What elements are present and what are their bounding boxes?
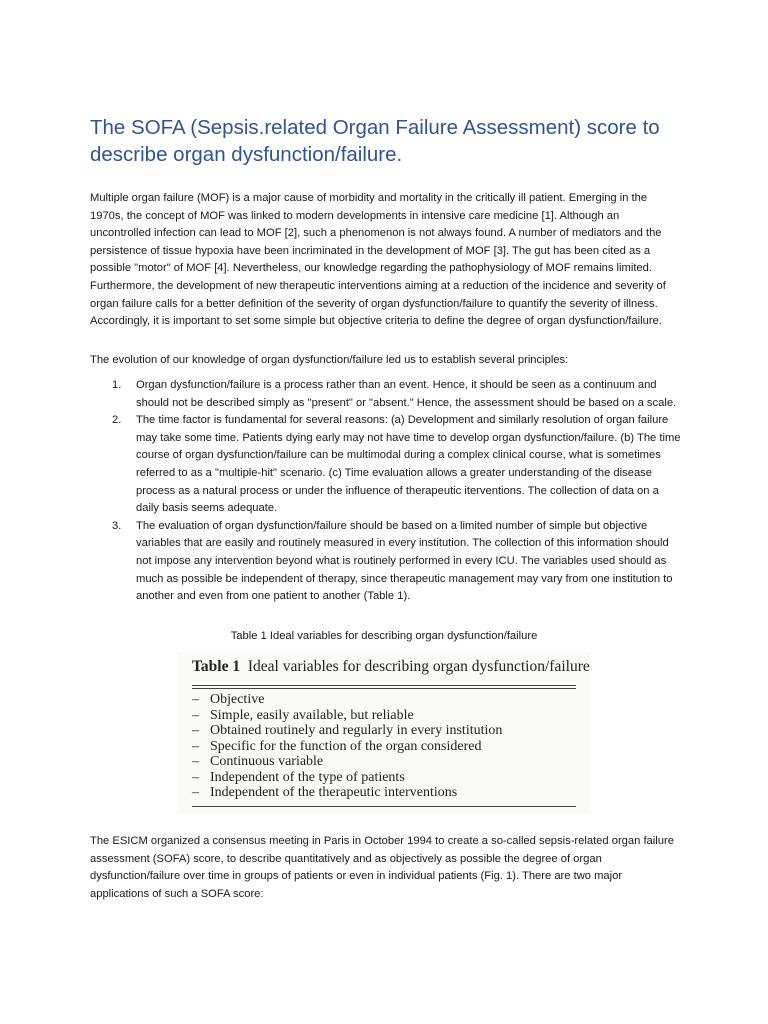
- table-item: [192, 692, 502, 708]
- table-item-text: Independent of the type of patients: [210, 769, 405, 785]
- scanned-table-heading: Ideal variables for describing organ dysfunction/failure: [247, 658, 590, 675]
- table-item-text: Objective: [210, 692, 265, 707]
- table-top-rule-double: [192, 688, 576, 689]
- dash-marker: –: [192, 707, 199, 723]
- table-item-text: Specific for the function of the organ considered: [210, 738, 482, 754]
- scanned-table-list: [192, 692, 502, 801]
- table-bottom-rule: [192, 806, 576, 807]
- table-item: [192, 723, 502, 739]
- dash-marker: –: [192, 785, 199, 800]
- principle-item: [90, 377, 682, 412]
- table-item: [192, 739, 502, 755]
- table-item-text: Independent of the therapeutic interventions: [210, 785, 458, 800]
- principle-item: [90, 412, 682, 518]
- table-item-text: Simple, easily available, but reliable: [210, 707, 414, 723]
- table-item: [192, 754, 502, 770]
- principle-item: [90, 518, 682, 606]
- table-item-text: Obtained routinely and regularly in every institution: [210, 723, 503, 738]
- dash-marker: –: [192, 754, 199, 769]
- scanned-table-label: Table 1: [192, 658, 241, 675]
- principle-text: The evaluation of organ dysfunction/failure should be based on a limited number of simple but objective variables that are easily and routinely measured in every institution. The collection of this information should not impose any intervention beyond what is routinely performed in every ICU. The variables used should as much as possible be independent of therapy, since therapeutic management may vary from one institution to another and even from one patient to another (Table 1).: [136, 519, 673, 603]
- table-caption: Table 1 Ideal variables for describing organ dysfunction/failure: [230, 630, 538, 642]
- principle-number: 3.: [112, 519, 122, 532]
- principle-number: 2.: [112, 414, 122, 427]
- dash-marker: –: [192, 738, 199, 754]
- esicm-paragraph: The ESICM organized a consensus meeting in Paris in October 1994 to create a so-called sepsis-related organ failure assessment (SOFA) score, to describe quantitatively and as objectively as possible the degree of organ dysfunction/failure over time in groups of patients or even in individual patients (Fig. 1). There are two major applications of such a SOFA score:: [90, 835, 674, 900]
- scanned-table-image: [178, 652, 590, 814]
- principle-text: Organ dysfunction/failure is a process rather than an event. Hence, it should be seen as a continuum and should not be described simply as "present" or "absent." Hence, the assessment should be based on a scale.: [136, 379, 677, 409]
- table-item-text: Continuous variable: [210, 754, 324, 769]
- principle-number: 1.: [112, 379, 122, 391]
- table-item: [192, 785, 502, 801]
- page-title: The SOFA (Sepsis.related Organ Failure Assessment) score to describe organ dysfunction/failure.: [90, 116, 660, 166]
- dash-marker: –: [192, 769, 199, 785]
- table-top-rule: [192, 685, 576, 686]
- principles-intro-paragraph: The evolution of our knowledge of organ dysfunction/failure led us to establish several principles:: [90, 354, 569, 366]
- scanned-table-title: [192, 658, 590, 676]
- intro-paragraph: Multiple organ failure (MOF) is a major cause of morbidity and mortality in the critically ill patient. Emerging in the 1970s, the concept of MOF was linked to modern developments in intensive care medicine [1]. Although an uncontrolled infection can lead to MOF [2], such a phenomenon is not always found. A number of mediators and the persistence of tissue hypoxia have been incriminated in the development of MOF [3]. The gut has been cited as a possible "motor" of MOF [4]. Nevertheless, our knowledge regarding the pathophysiology of MOF remains limited. Furthermore, the development of new therapeutic interventions aiming at a reduction of the incidence and severity of organ failure calls for a better definition of the severity of organ dysfunction/failure to quantify the severity of illness. Accordingly, it is important to set some simple but objective criteria to define the degree of organ dysfunction/failure.: [90, 192, 666, 328]
- principles-list: [90, 377, 682, 606]
- principle-text: The time factor is fundamental for several reasons: (a) Development and similarly resolution of organ failure may take some time. Patients dying early may not have time to develop organ dysfunction/failure. (b) The time course of organ dysfunction/failure can be multimodal during a complex clinical course, what is sometimes referred to as a "multiple-hit" scenario. (c) Time evaluation allows a greater understanding of the disease process as a natural process or under the influence of therapeutic iterventions. The collection of data on a daily basis seems adequate.: [136, 414, 681, 515]
- table-item: [192, 770, 502, 786]
- dash-marker: –: [192, 723, 199, 738]
- table-item: [192, 708, 502, 724]
- dash-marker: –: [192, 692, 199, 707]
